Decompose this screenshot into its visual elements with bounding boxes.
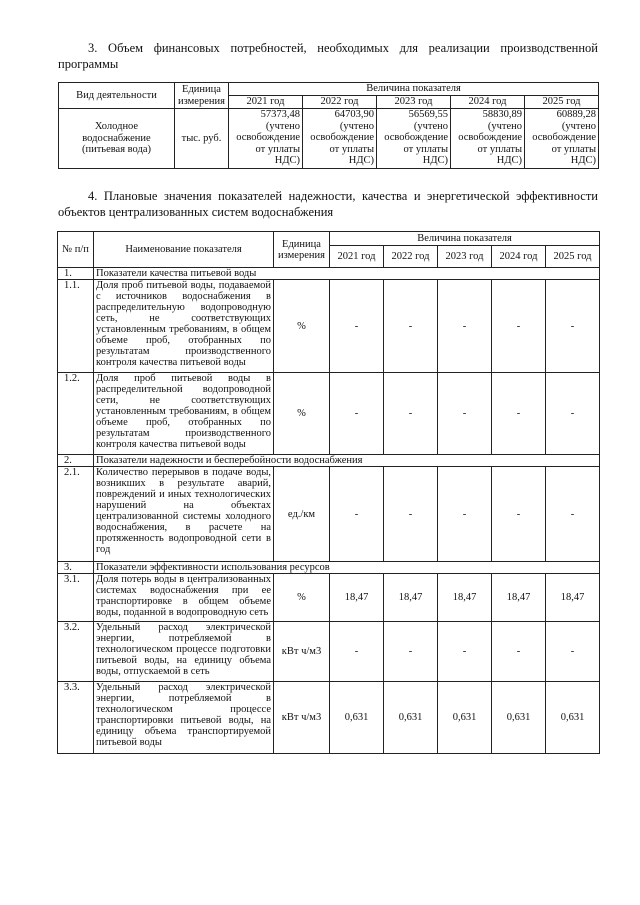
header-value: Величина показателя — [330, 232, 600, 246]
row-value: - — [384, 373, 438, 455]
row-value: 0,631 — [492, 682, 546, 754]
header-name: Наименование показателя — [94, 232, 274, 268]
row-unit: тыс. руб. — [175, 109, 229, 169]
row-name: Доля проб питьевой воды, подаваемой с источников водоснабжения в распределительную водопроводную сеть, не соответствующих установленным требованиям, в общем объеме проб, отобранных по результатам производственного контроля качества питьевой воды — [94, 280, 274, 373]
row-value: - — [546, 373, 600, 455]
row-unit: % — [274, 373, 330, 455]
header-year: 2021 год — [330, 246, 384, 268]
table-row — [58, 373, 600, 455]
row-num: 3. — [58, 562, 94, 574]
header-unit: Единица измерения — [175, 83, 229, 109]
header-unit: Единица измерения — [274, 232, 330, 268]
row-value: - — [330, 280, 384, 373]
section-name: Показатели качества питьевой воды — [94, 268, 600, 280]
table-row — [58, 574, 600, 622]
row-value: - — [492, 373, 546, 455]
section4-title — [58, 188, 598, 220]
header-year: 2021 год — [229, 96, 303, 109]
section-name: Показатели эффективности использования ресурсов — [94, 562, 600, 574]
row-name: Доля потерь воды в централизованных системах водоснабжения при ее транспортировке в общем объеме воды, поданной в водопроводную сеть — [94, 574, 274, 622]
row-value: 0,631 — [438, 682, 492, 754]
section3-title-text: 3. Объем финансовых потребностей, необходимых для реализации производственной программы — [58, 41, 598, 71]
row-value: - — [384, 622, 438, 682]
value-cell — [377, 109, 451, 169]
row-name: Удельный расход электрической энергии, потребляемой в технологическом процессе транспортировки питьевой воды, на единицу объема транспортируемой питьевой воды — [94, 682, 274, 754]
header-year: 2023 год — [377, 96, 451, 109]
value-cell — [229, 109, 303, 169]
row-value: - — [546, 467, 600, 562]
header-year: 2024 год — [492, 246, 546, 268]
row-num: 1.1. — [58, 280, 94, 373]
table-row — [58, 622, 600, 682]
header-year: 2024 год — [451, 96, 525, 109]
section-row — [58, 562, 600, 574]
row-num: 3.3. — [58, 682, 94, 754]
row-num: 1.2. — [58, 373, 94, 455]
header-activity: Вид деятельности — [59, 83, 175, 109]
value-amount: 56569,55 — [408, 109, 448, 120]
row-value: - — [384, 467, 438, 562]
row-unit: % — [274, 574, 330, 622]
value-amount: 60889,28 — [556, 109, 597, 120]
value-note: (учтено освобождение от уплаты НДС) — [458, 120, 522, 166]
value-note: (учтено освобождение от уплаты НДС) — [236, 120, 300, 166]
row-value: - — [438, 373, 492, 455]
section-row — [58, 268, 600, 280]
table-row — [58, 682, 600, 754]
value-amount: 57373,48 — [260, 109, 300, 120]
row-num: 2.1. — [58, 467, 94, 562]
row-value: - — [330, 467, 384, 562]
header-num: № п/п — [58, 232, 94, 268]
value-note: (учтено освобождение от уплаты НДС) — [384, 120, 448, 166]
row-value: 0,631 — [546, 682, 600, 754]
section-row — [58, 455, 600, 467]
header-value: Величина показателя — [229, 83, 599, 96]
value-note: (учтено освобождение от уплаты НДС) — [532, 120, 597, 166]
financial-needs-table — [58, 82, 599, 169]
value-cell — [451, 109, 525, 169]
value-amount: 58830,89 — [482, 109, 522, 120]
value-note: (учтено освобождение от уплаты НДС) — [310, 120, 374, 166]
row-unit: ед./км — [274, 467, 330, 562]
header-year: 2022 год — [384, 246, 438, 268]
row-value: 0,631 — [330, 682, 384, 754]
header-year: 2025 год — [546, 246, 600, 268]
row-value: - — [492, 467, 546, 562]
row-value: - — [492, 280, 546, 373]
row-value: - — [438, 622, 492, 682]
row-value: 18,47 — [438, 574, 492, 622]
row-unit: кВт ч/м3 — [274, 622, 330, 682]
section-name: Показатели надежности и бесперебойности водоснабжения — [94, 455, 600, 467]
row-activity: Холодное водоснабжение (питьевая вода) — [59, 109, 175, 169]
section3-title — [58, 40, 598, 72]
row-value: - — [438, 280, 492, 373]
row-value: - — [492, 622, 546, 682]
header-year: 2023 год — [438, 246, 492, 268]
row-name: Удельный расход электрической энергии, потребляемой в технологическом процессе подготовки питьевой воды, на единицу объема воды, отпускаемой в сеть — [94, 622, 274, 682]
value-cell — [303, 109, 377, 169]
row-num: 3.1. — [58, 574, 94, 622]
row-value: - — [384, 280, 438, 373]
row-name: Количество перерывов в подаче воды, возникших в результате аварий, повреждений и иных технологических нарушений на объектах централизованной системы холодного водоснабжения, в расчете на протяженность водопроводной сети в год — [94, 467, 274, 562]
row-value: 0,631 — [384, 682, 438, 754]
row-unit: % — [274, 280, 330, 373]
row-value: 18,47 — [492, 574, 546, 622]
row-num: 2. — [58, 455, 94, 467]
table-row — [58, 467, 600, 562]
row-value: - — [330, 622, 384, 682]
value-cell — [525, 109, 599, 169]
row-name: Доля проб питьевой воды в распределительной водопроводной сети, не соответствующих установленным требованиям, в общем объеме проб, отобранных по результатам производственного контроля качества питьевой воды — [94, 373, 274, 455]
row-value: - — [330, 373, 384, 455]
row-value: 18,47 — [546, 574, 600, 622]
header-year: 2022 год — [303, 96, 377, 109]
indicators-table — [57, 231, 600, 754]
value-amount: 64703,90 — [334, 109, 374, 120]
header-year: 2025 год — [525, 96, 599, 109]
row-value: 18,47 — [384, 574, 438, 622]
section4-title-text: 4. Плановые значения показателей надежности, качества и энергетической эффективности объектов централизованных систем водоснабжения — [58, 189, 598, 219]
row-value: - — [546, 280, 600, 373]
row-value: - — [438, 467, 492, 562]
row-num: 1. — [58, 268, 94, 280]
row-unit: кВт ч/м3 — [274, 682, 330, 754]
row-num: 3.2. — [58, 622, 94, 682]
row-value: 18,47 — [330, 574, 384, 622]
table-row — [58, 280, 600, 373]
row-value: - — [546, 622, 600, 682]
